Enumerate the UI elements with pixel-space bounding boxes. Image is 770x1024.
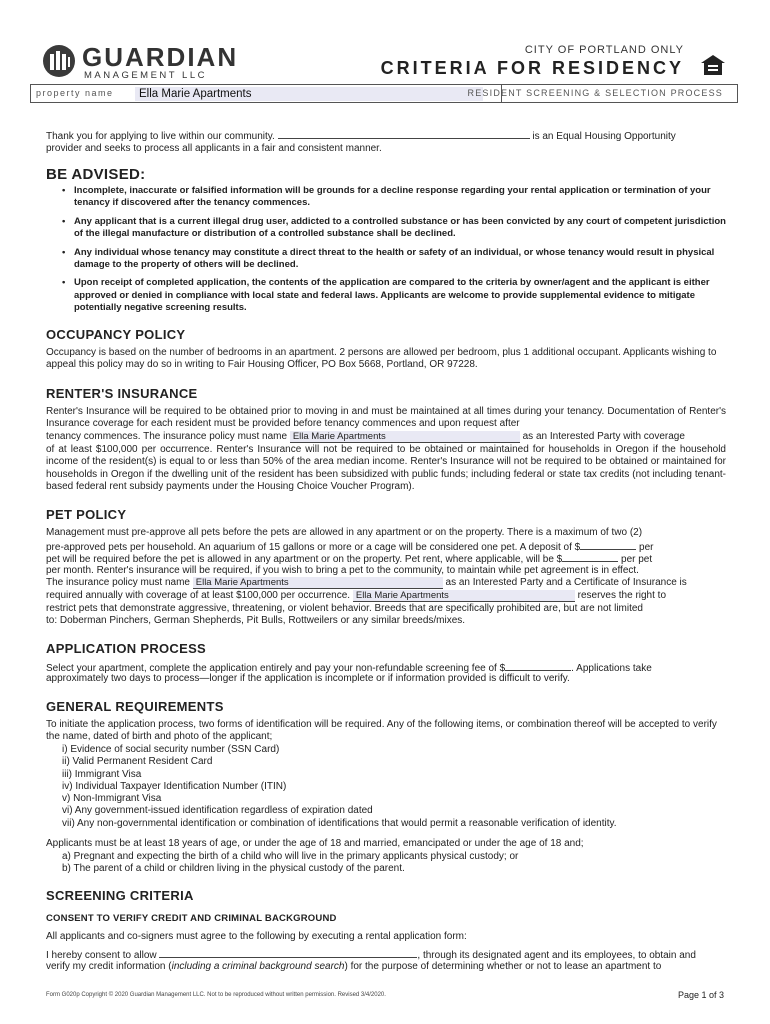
pet-rent-field[interactable] — [562, 552, 618, 562]
screening-fee-field[interactable] — [505, 661, 571, 671]
pet-line-5 — [46, 577, 726, 589]
list-item: i) Evidence of social security number (SSN Card) — [62, 744, 280, 755]
section-label: RESIDENT SCREENING & SELECTION PROCESS — [467, 88, 723, 98]
pet-line-8: to: Doberman Pinchers, German Shepherds, Pit Bulls, Rottweilers or any similar breeds/mixes. — [46, 615, 466, 626]
footer-copyright: Form G020p Copyright © 2020 Guardian Management LLC. Not to be reproduced without written permission. Revised 3/4/2020. — [46, 992, 386, 998]
intro-text-after: is an Equal Housing Opportunity — [532, 131, 676, 142]
intro-paragraph — [46, 129, 726, 156]
pet-line-5-after: as an Interested Party and a Certificate of Insurance is — [445, 577, 687, 588]
list-item: ii) Valid Permanent Resident Card — [62, 756, 213, 768]
guardian-logo-icon — [42, 44, 76, 78]
screening-line-2-text: I hereby consent to allow — [46, 950, 157, 961]
application-line-1-text: Select your apartment, complete the application entirely and pay your non-refundable screening fee of $ — [46, 663, 506, 674]
pet-line-1: Management must pre-approve all pets before the pets are allowed in any apartment or on the property. There is a maximum of two (2) — [46, 527, 643, 538]
screening-line-3 — [46, 961, 726, 973]
list-item: v) Non-Immigrant Visa — [62, 793, 162, 805]
pet-line-2-text: pre-approved pets per household. An aquarium of 15 gallons or more or a cage will be considered one pet. A deposit of $ — [46, 542, 581, 553]
list-item: a) Pregnant and expecting the birth of a child who will live in the primary applicants physical custody; or — [62, 851, 519, 862]
renters-p1: Renter's Insurance will be required to be obtained prior to moving in and must be maintained at all times during your tenancy. Documentation of Renter's Insurance coverage for each resident must be provided before tenancy commences and upon request after — [46, 406, 726, 430]
renters-p2-after: as an Interested Party with coverage — [522, 431, 685, 442]
occupancy-heading: OCCUPANCY POLICY — [46, 327, 186, 342]
application-line-2: approximately two days to process—longer if the application is incomplete or if information provided is difficult to verify. — [46, 673, 570, 684]
intro-text: Thank you for applying to live within our community. — [46, 131, 275, 142]
list-item: vii) Any non-governmental identification or combination of identifications that would permit a reasonable verification of identity. — [62, 817, 617, 829]
brand-subtitle: MANAGEMENT LLC — [84, 70, 207, 81]
list-item: • Incomplete, inaccurate or falsified information will be grounds for a decline response regarding your rental application or termination of your tenancy if discovered after the tenancy commences. — [62, 185, 728, 210]
page-number: Page 1 of 3 — [677, 990, 724, 1000]
list-item: iv) Individual Taxpayer Identification Number (ITIN) — [62, 780, 287, 792]
list-item: vi) Any government-issued identification regardless of expiration dated — [62, 805, 373, 817]
page-title: CRITERIA FOR RESIDENCY — [380, 58, 684, 78]
list-item: b) The parent of a child or children living in the physical custody of the parent. — [62, 863, 405, 875]
pet-line-6-text: required annually with coverage of at least $100,000 per occurrence. — [46, 590, 351, 601]
screening-line-3-italic: including a criminal background search — [171, 961, 345, 972]
screening-criteria-heading: SCREENING CRITERIA — [46, 888, 194, 903]
application-line-1-after: . Applications take — [571, 663, 652, 674]
city-note: CITY OF PORTLAND ONLY — [524, 44, 684, 56]
pet-deposit-field[interactable] — [580, 540, 636, 550]
screening-line-2-after: , through its designated agent and its employees, to obtain and — [417, 950, 696, 961]
age-list — [62, 851, 518, 876]
list-item: • Any applicant that is a current illegal drug user, addicted to a controlled substance or has been convicted by any court of competent jurisdiction of the illegal manufacture or distribution of a controlled substance shall be declined. — [62, 216, 728, 241]
interested-party-field[interactable]: Ella Marie Apartments — [290, 431, 520, 443]
property-bar — [30, 84, 738, 103]
equal-housing-icon — [700, 54, 726, 76]
pet-interested-party-field[interactable]: Ella Marie Apartments — [193, 577, 443, 589]
consent-company-field[interactable] — [159, 948, 417, 958]
pet-line-6-after: reserves the right to — [577, 590, 667, 601]
screening-line-3-text: verify my credit information ( — [46, 961, 172, 972]
screening-line-1: All applicants and co-signers must agree to the following by executing a rental application form: — [46, 931, 467, 942]
general-intro: To initiate the application process, two forms of identification will be required. Any of the following items, or combination thereof will be accepted to verify the name, dated of birth and photo of the applicant; — [46, 719, 717, 743]
pet-line-3-after: per pet — [621, 554, 653, 565]
pet-line-4: per month. Renter's insurance will be required, if you wish to bring a pet to the community, to maintain while pet agreement is in effect. — [46, 565, 639, 576]
renters-p2 — [46, 431, 726, 443]
id-list — [62, 744, 617, 830]
advised-list — [62, 185, 728, 321]
age-requirement: Applicants must be at least 18 years of age, or under the age of 18 and married, emancipated or under the age of 18 and; — [46, 838, 584, 849]
property-label: property name — [36, 88, 114, 98]
property-name-field[interactable]: Ella Marie Apartments — [135, 87, 483, 101]
general-requirements-heading: GENERAL REQUIREMENTS — [46, 699, 224, 714]
pet-line-6 — [46, 590, 726, 602]
pet-policy-heading: PET POLICY — [46, 507, 127, 522]
application-process-heading: APPLICATION PROCESS — [46, 641, 207, 656]
renters-insurance-heading: RENTER'S INSURANCE — [46, 386, 198, 401]
renters-p2-text: tenancy commences. The insurance policy must name — [46, 431, 288, 442]
list-item: • Any individual whose tenancy may constitute a direct threat to the health or safety of an individual, or whose tenancy would result in physical damage to the property of others will be declined. — [62, 247, 728, 272]
be-advised-heading: BE ADVISED: — [46, 166, 146, 183]
consent-subheading: CONSENT TO VERIFY CREDIT AND CRIMINAL BACKGROUND — [46, 913, 337, 924]
pet-line-7: restrict pets that demonstrate aggressive, threatening, or violent behavior. Breeds that are specifically prohibited are, but are not limited — [46, 603, 643, 614]
pet-line-3-text: pet will be required before the pet is allowed in any apartment or on the property. Pet rent, where applicable, will be $ — [46, 554, 563, 565]
list-item: • Upon receipt of completed application, the contents of the application are compared to the criteria by owner/agent and the applicant is either approved or denied in compliance with local state and federal laws. Applicants are welcome to provide supplemental evidence to mitigate potentially negative screening results. — [62, 277, 728, 314]
pet-reserves-field[interactable]: Ella Marie Apartments — [353, 590, 575, 602]
brand-name: GUARDIAN — [82, 42, 239, 72]
community-name-field[interactable] — [278, 129, 530, 139]
renters-p3: of at least $100,000 per occurrence. Renter's Insurance will not be required to be obtained or maintained for households in Oregon if the household income of the resident(s) is equal to or less than 50% of the area median income. Renter's Insurance will not be required to be obtained or maintained for households in Oregon if the dwelling unit of the resident has been subsidized with public funds; including federal or state tax credits (not including tenant-based federal rent subsidy payments under the Housing Choice Voucher Program). — [46, 444, 726, 493]
pet-line-5-text: The insurance policy must name — [46, 577, 190, 588]
screening-line-3-after: ) for the purpose of determining whether or not to lease an apartment to — [344, 961, 662, 972]
list-item: iii) Immigrant Visa — [62, 768, 142, 780]
intro-line2: provider and seeks to process all applicants in a fair and consistent manner. — [46, 143, 382, 155]
occupancy-text: Occupancy is based on the number of bedrooms in an apartment. 2 persons are allowed per bedroom, plus 1 additional occupant. Applicants wishing to appeal this policy may do so in writing to Fair Housing Officer, PO Box 5668, Portland, OR 97228. — [46, 347, 717, 371]
pet-line-2-after: per — [639, 542, 654, 553]
